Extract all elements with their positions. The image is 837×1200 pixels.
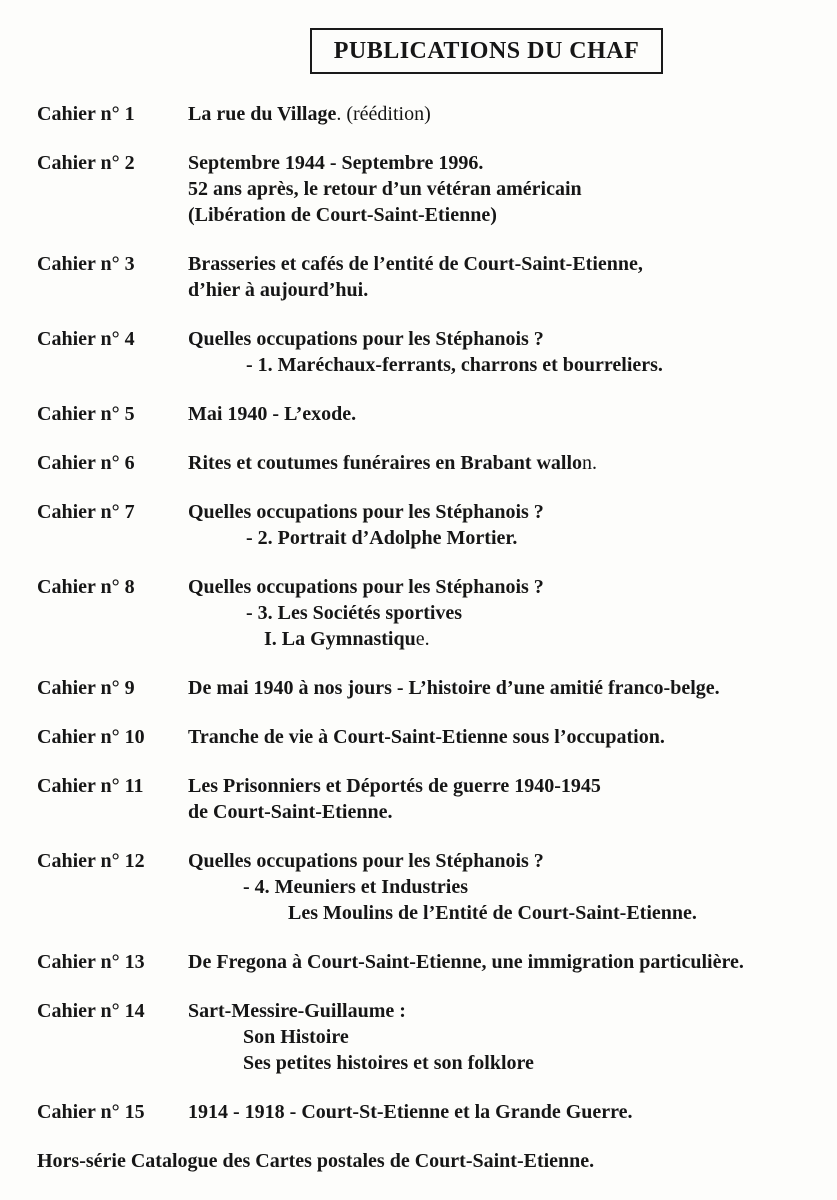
title-text-bold: - 4. Meuniers et Industries [243,876,468,898]
entry-title-line [188,626,817,652]
title-text-bold: Ses petites histoires et son folklore [243,1052,534,1074]
entry-title-line [188,1024,817,1050]
publication-entry [37,401,817,427]
entry-label: Cahier n° 14 [37,1000,145,1022]
entry-label: Cahier n° 15 [37,1101,145,1123]
publication-entry [37,499,817,551]
entry-label: Cahier n° 9 [37,677,135,699]
entry-title-line [188,799,817,825]
publication-entry [37,848,817,926]
entry-title [188,499,817,551]
entry-title-line [188,675,817,701]
hors-serie-line: Hors-série Catalogue des Cartes postales de Court-Saint-Etienne. [37,1150,595,1172]
title-text-bold: 52 ans après, le retour d’un vétéran américain [188,178,582,200]
entry-title [188,773,817,825]
title-text-bold: De mai 1940 à nos jours - L’histoire d’une amitié franco-belge. [188,677,720,699]
title-text-bold: - 3. Les Sociétés sportives [246,602,463,624]
publication-entry [37,150,817,228]
entry-label: Cahier n° 7 [37,501,135,523]
title-text-bold: Quelles occupations pour les Stéphanois ? [188,328,544,350]
entry-title-line [188,202,817,228]
entry-title-line [188,773,817,799]
entry-title [188,998,817,1076]
entry-title [188,450,817,476]
entry-title [188,326,817,378]
title-text-bold: de Court-Saint-Etienne. [188,801,393,823]
title-text-bold: Sart-Messire-Guillaume : [188,1000,406,1022]
title-text-bold: d’hier à aujourd’hui. [188,279,369,301]
entry-label: Cahier n° 8 [37,576,135,598]
entry-title-line [188,450,817,476]
entry-title [188,949,817,975]
document-body [37,101,817,1174]
entry-label: Cahier n° 13 [37,951,145,973]
title-text-bold: De Fregona à Court-Saint-Etienne, une immigration particulière. [188,951,744,973]
title-text-bold: Quelles occupations pour les Stéphanois ? [188,850,544,872]
title-text-bold: I. La Gymnastiqu [264,628,416,650]
entry-label: Cahier n° 5 [37,403,135,425]
entry-title [188,574,817,652]
title-text-bold: Tranche de vie à Court-Saint-Etienne sous l’occupation. [188,726,665,748]
entry-title-line [188,1050,817,1076]
publication-entry [37,574,817,652]
entry-label: Cahier n° 4 [37,328,135,350]
entry-title [188,1099,817,1125]
title-text-bold: Quelles occupations pour les Stéphanois ? [188,501,544,523]
entry-label: Cahier n° 3 [37,253,135,275]
entry-label: Cahier n° 11 [37,775,144,797]
title-text-regular: n. [582,452,598,474]
entry-title-line [188,874,817,900]
publication-entry [37,326,817,378]
publication-entry [37,773,817,825]
entry-title-line [188,101,817,127]
title-text-bold: Quelles occupations pour les Stéphanois ? [188,576,544,598]
publication-entry [37,101,817,127]
publication-entry [37,251,817,303]
entry-label: Cahier n° 12 [37,850,145,872]
title-text-bold: Son Histoire [243,1026,349,1048]
entry-title-line [188,900,817,926]
publication-list [37,101,817,1125]
entry-title [188,401,817,427]
entry-title-line [188,326,817,352]
entry-title [188,675,817,701]
entry-title [188,101,817,127]
entry-label: Cahier n° 1 [37,103,135,125]
entry-title-line [188,1099,817,1125]
publication-entry [37,998,817,1076]
publication-entry [37,450,817,476]
entry-label: Cahier n° 10 [37,726,145,748]
page-title: PUBLICATIONS DU CHAF [333,37,640,64]
entry-title-line [188,499,817,525]
title-text-bold: 1914 - 1918 - Court-St-Etienne et la Grande Guerre. [188,1101,633,1123]
title-text-bold: Les Moulins de l’Entité de Court-Saint-Etienne. [288,902,697,924]
entry-title-line [188,574,817,600]
title-text-bold: (Libération de Court-Saint-Etienne) [188,204,497,226]
entry-title-line [188,848,817,874]
entry-title-line [188,525,817,551]
publication-entry [37,675,817,701]
publication-entry [37,949,817,975]
entry-title-line [188,949,817,975]
title-text-bold: Septembre 1944 - Septembre 1996. [188,152,484,174]
title-text-regular: . (réédition) [336,103,431,125]
title-text-bold: Brasseries et cafés de l’entité de Court-Saint-Etienne, [188,253,643,275]
title-text-regular: e. [415,628,430,650]
entry-title [188,150,817,228]
entry-label: Cahier n° 2 [37,152,135,174]
publication-entry [37,724,817,750]
title-text-bold: Mai 1940 - L’exode. [188,403,357,425]
title-text-bold: Les Prisonniers et Déportés de guerre 1940-1945 [188,775,601,797]
entry-title-line [188,251,817,277]
entry-title-line [188,998,817,1024]
entry-title-line [188,176,817,202]
entry-title [188,848,817,926]
publication-entry [37,1099,817,1125]
entry-label: Cahier n° 6 [37,452,135,474]
entry-title [188,251,817,303]
entry-title-line [188,352,817,378]
entry-title-line [188,150,817,176]
entry-title-line [188,600,817,626]
title-text-bold: Rites et coutumes funéraires en Brabant wallo [188,452,583,474]
title-text-bold: - 2. Portrait d’Adolphe Mortier. [246,527,518,549]
entry-title-line [188,277,817,303]
entry-title [188,724,817,750]
title-box [310,28,663,74]
title-text-bold: - 1. Maréchaux-ferrants, charrons et bourreliers. [246,354,663,376]
entry-title-line [188,724,817,750]
entry-title-line [188,401,817,427]
title-text-bold: La rue du Village [188,103,337,125]
